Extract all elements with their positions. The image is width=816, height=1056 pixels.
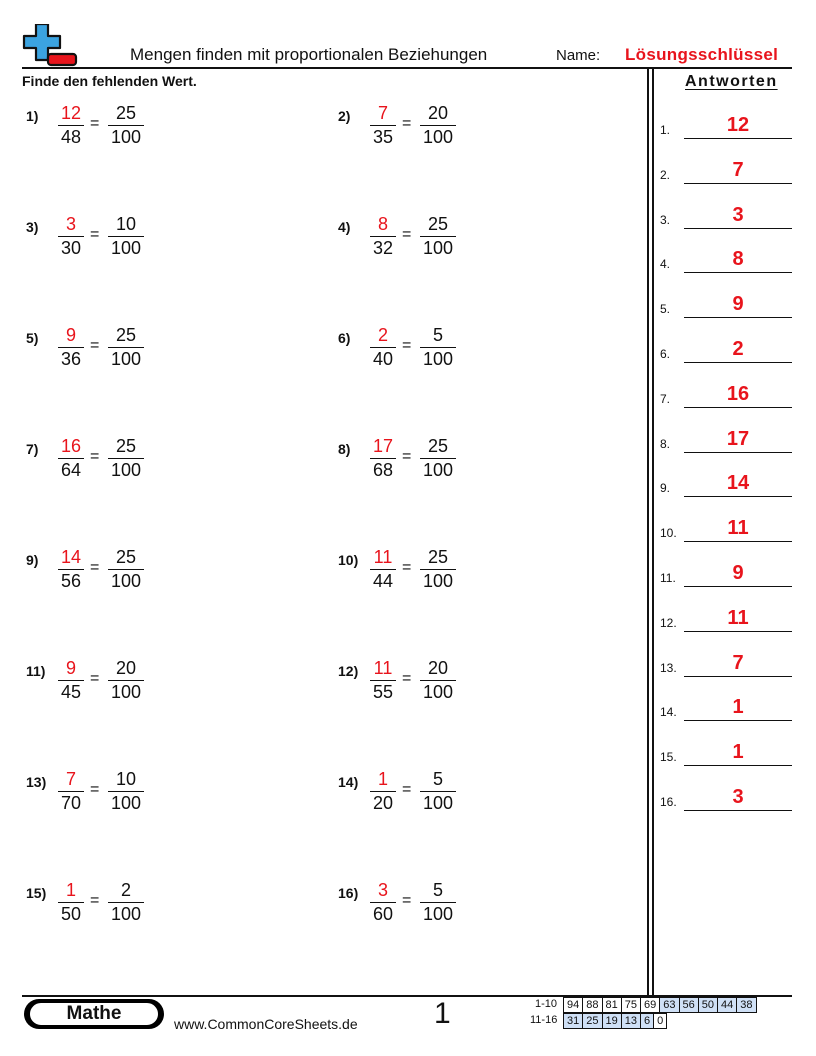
answer-numerator: 1 (65, 880, 76, 900)
fraction-right (420, 435, 456, 482)
answer-line (684, 362, 792, 363)
answer-numerator: 7 (65, 769, 76, 789)
numerator: 20 (115, 658, 137, 678)
answer-number: 12. (660, 615, 677, 630)
numerator: 5 (432, 769, 443, 789)
denominator: 70 (60, 793, 82, 813)
problem-number: 9) (26, 552, 39, 568)
equals-sign: = (402, 115, 412, 132)
answer-line (684, 720, 792, 721)
numerator: 5 (432, 880, 443, 900)
problem-number: 3) (26, 219, 39, 235)
equals-sign: = (402, 226, 412, 243)
denominator: 100 (110, 682, 142, 702)
numerator: 25 (115, 103, 137, 123)
answer-value: 11 (727, 606, 749, 629)
answer-number: 8. (660, 436, 671, 451)
score-row (563, 1013, 667, 1029)
answer-row (660, 382, 792, 408)
problem-number: 15) (26, 885, 47, 901)
score-cell: 81 (602, 998, 621, 1013)
numerator: 25 (115, 436, 137, 456)
answer-number: 13. (660, 660, 677, 675)
problem-number: 12) (338, 663, 359, 679)
answer-row (660, 651, 792, 677)
answers-title: Antworten (685, 73, 778, 90)
denominator: 100 (422, 904, 454, 924)
answer-line (684, 496, 792, 497)
answer-value: 9 (732, 562, 744, 584)
column-divider (652, 69, 654, 996)
answer-value: 9 (732, 293, 744, 316)
fraction-right (108, 213, 144, 260)
problem-item (338, 879, 538, 929)
answer-line (684, 541, 792, 542)
denominator: 100 (422, 238, 454, 258)
score-row-label: 1-10 (535, 998, 558, 1010)
answer-value: 3 (732, 786, 744, 808)
score-cell: 63 (660, 998, 679, 1013)
answer-line (684, 810, 792, 811)
denominator: 55 (372, 682, 394, 702)
equals-sign: = (90, 781, 100, 798)
answer-numerator: 12 (60, 103, 82, 123)
denominator: 20 (372, 793, 394, 813)
equals-sign: = (402, 670, 412, 687)
answer-number: 16. (660, 795, 677, 809)
numerator: 25 (427, 547, 449, 567)
name-label: Name: (556, 47, 601, 64)
answer-value: 3 (732, 203, 744, 226)
denominator: 100 (110, 127, 142, 147)
fraction-left (370, 324, 396, 371)
answer-row (660, 472, 792, 497)
fraction-right (420, 213, 456, 260)
fraction-left (58, 213, 84, 260)
score-cell: 50 (698, 998, 717, 1013)
answer-number: 4. (660, 257, 671, 272)
equals-sign: = (90, 559, 100, 576)
answer-row (660, 562, 792, 587)
score-cell: 56 (679, 998, 698, 1013)
denominator: 100 (110, 460, 142, 480)
score-cell: 75 (621, 998, 640, 1013)
answer-number: 6. (660, 347, 671, 361)
fraction-right (108, 768, 144, 815)
problem-item (26, 657, 226, 707)
problem-item (338, 102, 538, 152)
fraction-right (420, 879, 456, 926)
problem-item (338, 435, 538, 485)
fraction-right (420, 768, 456, 815)
score-cell: 25 (583, 1014, 602, 1029)
score-cell: 31 (564, 1014, 583, 1029)
problem-item (338, 213, 538, 263)
score-cell: 88 (583, 998, 602, 1013)
answer-row (660, 517, 792, 542)
denominator: 45 (60, 682, 82, 702)
answer-value: 17 (726, 427, 750, 450)
answer-number: 7. (660, 391, 671, 406)
numerator: 25 (427, 436, 449, 456)
answer-line (684, 631, 792, 632)
denominator: 36 (60, 349, 82, 369)
worksheet-title: Mengen finden mit proportionalen Beziehungen (130, 45, 488, 64)
answer-line (684, 586, 792, 587)
denominator: 60 (372, 904, 394, 924)
problem-number: 7) (26, 441, 39, 457)
answer-row (660, 293, 792, 318)
answer-numerator: 9 (65, 325, 76, 345)
fraction-left (370, 213, 396, 260)
fraction-right (420, 657, 456, 704)
problem-item (338, 768, 538, 818)
problem-item (26, 213, 226, 263)
denominator: 100 (422, 682, 454, 702)
problem-item (26, 768, 226, 818)
answer-value: 1 (732, 741, 744, 764)
fraction-right (108, 324, 144, 371)
denominator: 100 (422, 349, 454, 369)
answer-row (660, 741, 792, 766)
denominator: 64 (60, 460, 82, 480)
problem-item (26, 102, 226, 152)
denominator: 30 (60, 238, 82, 258)
score-cell: 19 (602, 1014, 621, 1029)
answer-number: 15. (660, 750, 677, 765)
site-url: www.CommonCoreSheets.de (174, 1016, 358, 1032)
fraction-left (58, 768, 84, 815)
score-cell: 13 (621, 1014, 640, 1029)
answer-numerator: 14 (60, 547, 82, 567)
answer-numerator: 2 (377, 325, 388, 345)
page-number: 1 (434, 997, 451, 1030)
answer-number: 14. (660, 705, 677, 720)
fraction-right (420, 102, 456, 149)
denominator: 100 (110, 904, 142, 924)
denominator: 68 (372, 460, 394, 480)
score-row (563, 997, 757, 1013)
fraction-left (58, 879, 84, 926)
answer-row (660, 114, 792, 139)
denominator: 35 (372, 127, 394, 147)
denominator: 100 (110, 793, 142, 813)
answer-line (684, 676, 792, 677)
answer-numerator: 3 (377, 880, 388, 900)
answer-key-label: Lösungsschlüssel (625, 45, 779, 64)
score-cell: 6 (641, 1014, 654, 1029)
problem-item (26, 435, 226, 485)
problem-number: 11) (26, 663, 46, 679)
answer-number: 1. (660, 123, 671, 137)
denominator: 32 (372, 238, 394, 258)
denominator: 100 (422, 571, 454, 591)
equals-sign: = (402, 337, 412, 354)
problem-number: 10) (338, 552, 359, 568)
fraction-left (58, 435, 84, 482)
answer-number: 10. (660, 526, 677, 541)
answer-value: 1 (732, 696, 744, 719)
problem-item (26, 879, 226, 929)
problem-number: 13) (26, 774, 47, 790)
answer-number: 3. (660, 212, 671, 227)
denominator: 44 (372, 571, 394, 591)
fraction-left (370, 657, 396, 704)
answer-line (684, 272, 792, 273)
problem-item (338, 657, 538, 707)
instruction-text: Finde den fehlenden Wert. (22, 73, 197, 89)
answer-line (684, 765, 792, 766)
equals-sign: = (402, 448, 412, 465)
equals-sign: = (90, 448, 100, 465)
plus-minus-logo-icon (22, 24, 80, 68)
fraction-left (58, 324, 84, 371)
answer-row (660, 338, 792, 363)
fraction-left (58, 657, 84, 704)
fraction-left (370, 102, 396, 149)
numerator: 20 (427, 658, 449, 678)
numerator: 10 (115, 769, 137, 789)
problem-number: 8) (338, 441, 351, 457)
denominator: 40 (372, 349, 394, 369)
answer-numerator: 11 (373, 658, 393, 678)
answer-value: 11 (727, 517, 749, 540)
numerator: 2 (120, 880, 131, 900)
answer-row (660, 248, 792, 273)
answer-number: 11. (660, 571, 676, 585)
answer-numerator: 16 (60, 436, 82, 456)
denominator: 100 (110, 571, 142, 591)
denominator: 100 (110, 238, 142, 258)
fraction-right (108, 102, 144, 149)
answer-row (660, 427, 792, 453)
equals-sign: = (90, 337, 100, 354)
column-divider (647, 69, 649, 996)
equals-sign: = (402, 559, 412, 576)
denominator: 100 (422, 793, 454, 813)
score-cell: 69 (641, 998, 660, 1013)
denominator: 50 (60, 904, 82, 924)
answer-value: 16 (726, 382, 750, 405)
fraction-left (58, 102, 84, 149)
problem-number: 4) (338, 219, 351, 235)
denominator: 100 (422, 127, 454, 147)
denominator: 48 (60, 127, 82, 147)
score-cell: 38 (737, 998, 756, 1013)
answer-row (660, 203, 792, 229)
answer-value: 8 (732, 248, 744, 271)
fraction-left (370, 879, 396, 926)
problem-number: 5) (26, 330, 39, 346)
fraction-right (108, 435, 144, 482)
answer-line (684, 452, 792, 453)
fraction-right (420, 546, 456, 593)
answer-number: 9. (660, 481, 671, 496)
answer-numerator: 8 (377, 214, 388, 234)
problem-item (338, 546, 538, 596)
problem-number: 14) (338, 774, 359, 790)
answer-row (660, 696, 792, 721)
answer-line (684, 138, 792, 139)
brand-label: Mathe (28, 1001, 160, 1027)
header-rule (22, 67, 792, 69)
denominator: 100 (110, 349, 142, 369)
answer-line (684, 407, 792, 408)
answer-numerator: 1 (377, 769, 388, 789)
answer-number: 5. (660, 302, 671, 317)
problem-number: 6) (338, 330, 351, 346)
fraction-right (108, 879, 144, 926)
answer-row (660, 606, 792, 632)
fraction-right (108, 657, 144, 704)
numerator: 10 (115, 214, 137, 234)
answer-row (660, 786, 792, 811)
answer-line (684, 183, 792, 184)
problem-item (26, 546, 226, 596)
score-row-label: 11-16 (530, 1014, 558, 1026)
numerator: 20 (427, 103, 449, 123)
numerator: 25 (115, 325, 137, 345)
answer-number: 2. (660, 167, 671, 182)
score-cell: 94 (564, 998, 583, 1013)
answer-value: 14 (726, 472, 750, 495)
answer-line (684, 317, 792, 318)
equals-sign: = (90, 115, 100, 132)
equals-sign: = (90, 892, 100, 909)
fraction-left (58, 546, 84, 593)
equals-sign: = (402, 892, 412, 909)
answer-numerator: 11 (373, 547, 393, 567)
denominator: 56 (60, 571, 82, 591)
answer-value: 2 (732, 338, 744, 360)
answer-value: 12 (726, 114, 750, 136)
answer-line (684, 228, 792, 229)
fraction-right (420, 324, 456, 371)
answer-numerator: 7 (377, 103, 388, 123)
score-cell: 0 (654, 1014, 667, 1029)
problem-item (26, 324, 226, 374)
problem-number: 1) (26, 108, 39, 124)
problem-number: 2) (338, 108, 351, 124)
fraction-left (370, 768, 396, 815)
problem-item (338, 324, 538, 374)
fraction-left (370, 546, 396, 593)
equals-sign: = (402, 781, 412, 798)
answer-value: 7 (732, 158, 744, 181)
fraction-left (370, 435, 396, 482)
equals-sign: = (90, 670, 100, 687)
score-cell: 44 (718, 998, 737, 1013)
problem-number: 16) (338, 885, 359, 901)
answer-row (660, 158, 792, 184)
numerator: 5 (432, 325, 443, 345)
answer-numerator: 3 (65, 214, 76, 234)
answer-numerator: 9 (65, 658, 76, 678)
numerator: 25 (115, 547, 137, 567)
numerator: 25 (427, 214, 449, 234)
answer-value: 7 (732, 651, 744, 674)
fraction-right (108, 546, 144, 593)
equals-sign: = (90, 226, 100, 243)
denominator: 100 (422, 460, 454, 480)
answer-numerator: 17 (372, 436, 394, 456)
